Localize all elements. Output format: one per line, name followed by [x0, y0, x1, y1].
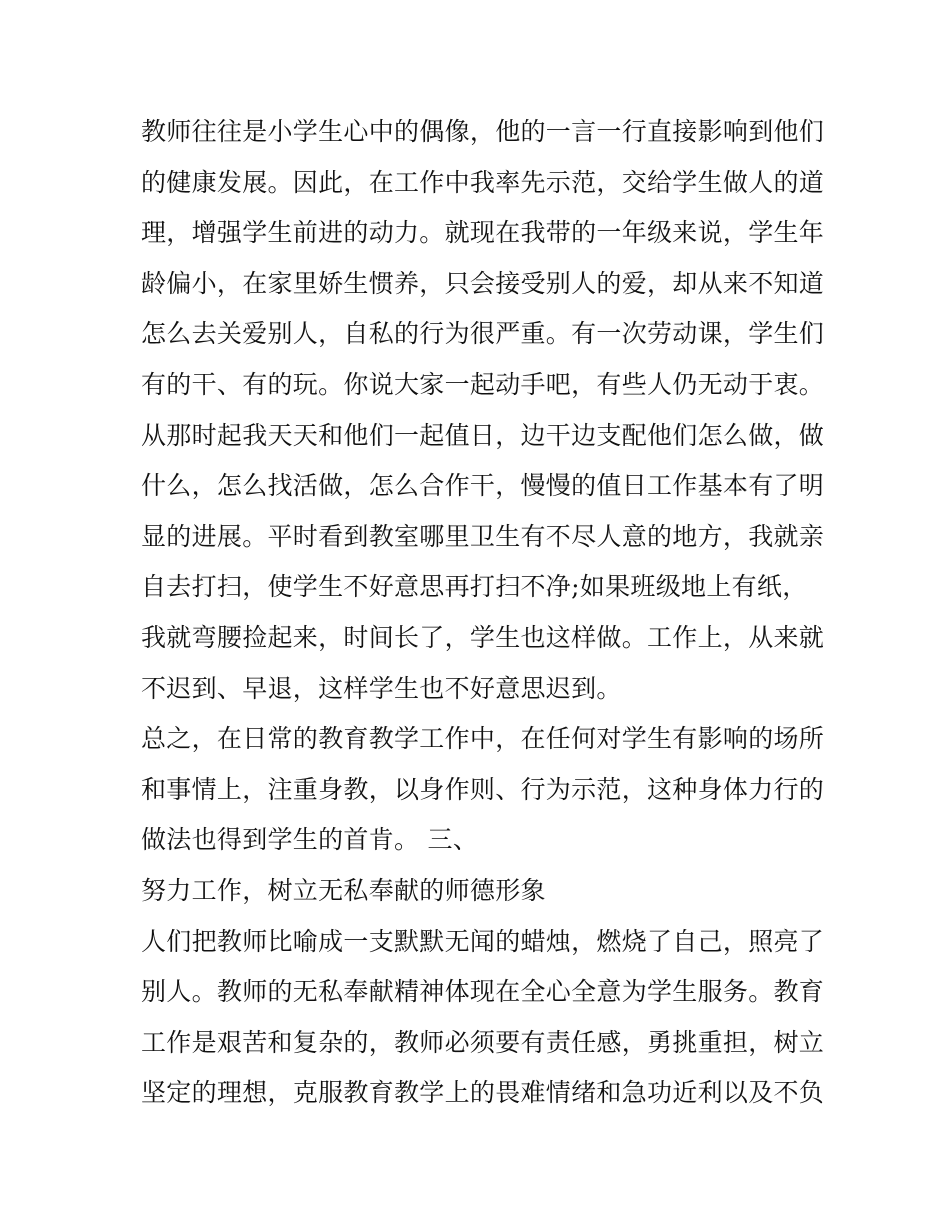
text-line: 人们把教师比喻成一支默默无闻的蜡烛，燃烧了自己，照亮了 [141, 926, 825, 956]
text-line: 什么，怎么找活做，怎么合作干，慢慢的值日工作基本有了明 [141, 471, 825, 501]
text-line: 从那时起我天天和他们一起值日，边干边支配他们怎么做，做 [141, 420, 825, 450]
text-line: 坚定的理想，克服教育教学上的畏难情绪和急功近利以及不负 [141, 1078, 825, 1108]
text-line: 教师往往是小学生心中的偶像，他的一言一行直接影响到他们 [141, 117, 825, 146]
text-line: 理，增强学生前进的动力。就现在我带的一年级来说，学生年 [141, 218, 825, 248]
text-line: 怎么去关爱别人，自私的行为很严重。有一次劳动课，学生们 [141, 319, 825, 349]
text-line: 工作是艰苦和复杂的，教师必须要有责任感，勇挑重担，树立 [141, 1027, 825, 1057]
body-text [141, 107, 825, 1119]
text-line: 不迟到、早退，这样学生也不好意思迟到。 [141, 673, 622, 703]
text-line: 显的进展。平时看到教室哪里卫生有不尽人意的地方，我就亲 [141, 521, 825, 551]
text-line: 做法也得到学生的首肯。 三、 [141, 825, 479, 855]
text-line: 和事情上，注重身教，以身作则、行为示范，这种身体力行的 [141, 774, 825, 804]
text-line: 的健康发展。因此，在工作中我率先示范，交给学生做人的道 [141, 167, 825, 197]
text-line: 我就弯腰捡起来，时间长了，学生也这样做。工作上，从来就 [141, 622, 825, 652]
text-line: 有的干、有的玩。你说大家一起动手吧，有些人仍无动于衷。 [141, 369, 825, 399]
text-line: 别人。教师的无私奉献精神体现在全心全意为学生服务。教育 [141, 977, 825, 1007]
text-line: 自去打扫，使学生不好意思再打扫不净;如果班级地上有纸， [141, 572, 808, 602]
text-line: 总之，在日常的教育教学工作中，在任何对学生有影响的场所 [141, 724, 825, 754]
text-line: 龄偏小，在家里娇生惯养，只会接受别人的爱，却从来不知道 [141, 268, 825, 298]
section-heading: 努力工作，树立无私奉献的师德形象 [141, 875, 546, 905]
